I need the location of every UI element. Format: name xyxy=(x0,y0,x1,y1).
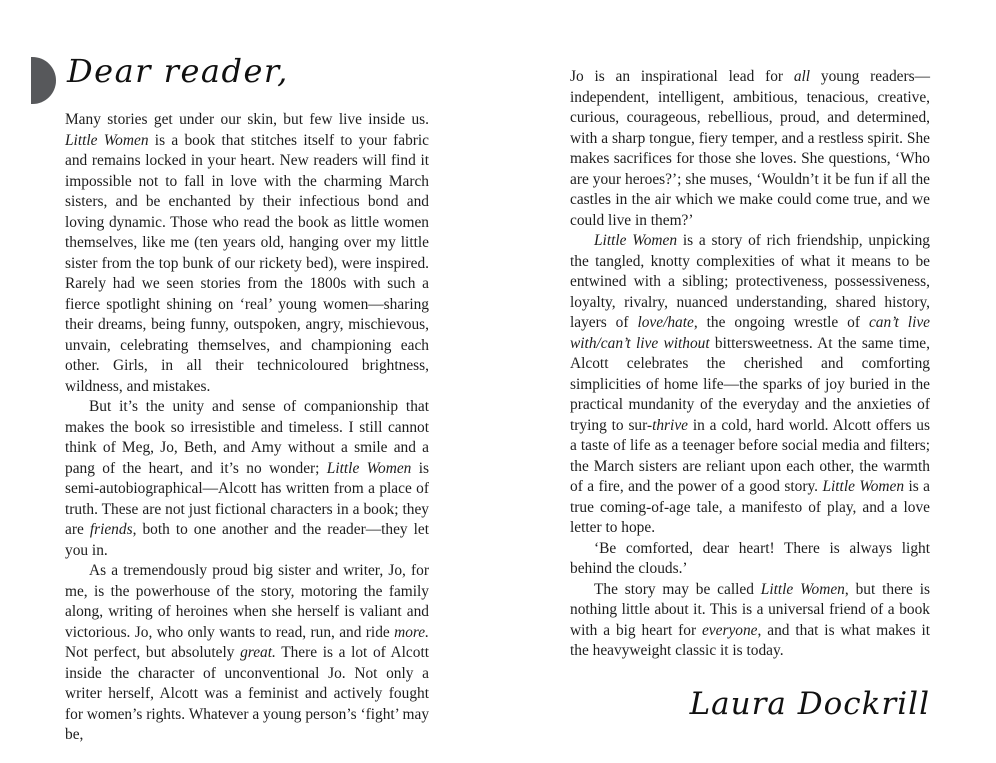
paragraph: The story may be called Little Women, but there is nothing little about it. This is a universal friend of a book with a big heart for everyone, and that is what makes it the heavyweight classic it is today. xyxy=(570,580,930,659)
paragraph: Jo is an inspirational lead for all young readers—independent, intelligent, ambitious, tenacious, creative, curious, courageous, rebellious, proud, and determined, with a sharp tongue, fiery temper, and a restless spirit. She makes sacrifices for those she loves. She questions, ‘Who are your heroes?’; she muses, ‘Wouldn’t it be fun if all the castles in the air which we make could come true, and we could live in them?’ xyxy=(570,68,930,229)
left-page xyxy=(65,0,429,763)
page-title: Dear reader, xyxy=(67,52,289,90)
half-circle-ornament xyxy=(31,57,56,104)
right-page-body xyxy=(570,67,930,662)
paragraph: But it’s the unity and sense of companionship that makes the book so irresistible and timeless. I still cannot think of Meg, Jo, Beth, and Amy without a smile and a pang of the heart, and it’s no wonder; Little Women is semi-autobiographical—Alcott has written from a place of truth. These are not just fictional characters in a book; they are friends, both to one another and the reader—they let you in. xyxy=(65,398,429,559)
paragraph: Little Women is a story of rich friendship, unpicking the tangled, knotty complexities of what it means to be entwined with a sibling; protectiveness, possessiveness, loyalty, rivalry, nuanced understanding, shared history, layers of love/hate, the ongoing wrestle of can’t live with/can’t live without bittersweetness. At the same time, Alcott celebrates the cherished and comforting simplicities of home life—the sparks of joy buried in the practical mundanity of the everyday and the anxieties of trying to sur-thrive in a cold, hard world. Alcott offers us a taste of life as a teenager before social media and filters; the March sisters are reliant upon each other, the warmth of a fire, and the power of a good story. Little Women is a true coming-of-age tale, a manifesto of play, and a love letter to hope. xyxy=(570,232,931,536)
paragraph: Many stories get under our skin, but few live inside us. Little Women is a book that stitches itself to your fabric and remains locked in your heart. New readers will find it impossible not to fall in love with the charming March sisters, and be enchanted by their infectious bond and loving dynamic. Those who read the book as little women themselves, like me (ten years old, hanging over my little sister from the top bunk of our rickety bed), were inspired. Rarely had we seen stories from the 1800s with such a fierce spotlight shining on ‘real’ young women—sharing their dreams, being funny, outspoken, angry, mischievous, unvain, celebrating themselves, and championing each other. Girls, in all their technicoloured brightness, wildness, and mistakes. xyxy=(65,111,430,395)
left-page-body xyxy=(65,110,429,746)
paragraph: ‘Be comforted, dear heart! There is always light behind the clouds.’ xyxy=(570,539,930,577)
author-signature: Laura Dockrill xyxy=(689,686,930,722)
right-page xyxy=(570,0,930,763)
paragraph: As a tremendously proud big sister and writer, Jo, for me, is the powerhouse of the story, motoring the family along, writing of heroines when she herself is valiant and victorious. Jo, who only wants to read, run, and ride more. Not perfect, but absolutely great. There is a lot of Alcott inside the character of unconventional Jo. Not only a writer herself, Alcott was a feminist and actively fought for women’s rights. Whatever a young person’s ‘fight’ may be, xyxy=(65,562,430,743)
